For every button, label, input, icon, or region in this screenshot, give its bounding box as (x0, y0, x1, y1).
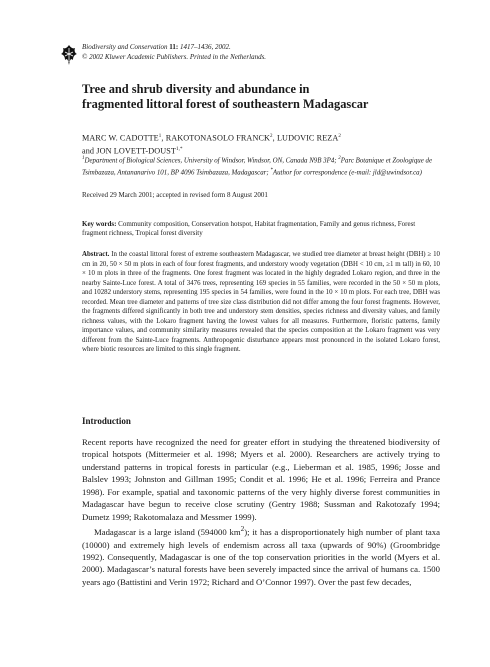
article-title (82, 82, 442, 112)
journal-citation (82, 42, 442, 52)
author-name: JON LOVETT-DOUST (96, 146, 177, 156)
affiliation-mark: 1 (82, 156, 85, 161)
paragraph-text: ); it has a disproportionately high number of plant taxa (10000) and extremely high levels of endemism across all taxa (upwards of 90%) (Groombridge 1992). Consequently, Madagascar is one of the top conservation priorities in the world (Myers et al. 2000). Madagascar’s natural forests have been severely impacted since the arrival of humans ca. 1500 years ago (Battistini and Verin 1972; Richard and O’Connor 1997). Over the past few decades, (82, 527, 440, 587)
title-line-1: Tree and shrub diversity and abundance in (82, 82, 310, 96)
affiliations (82, 154, 440, 177)
abstract-label: Abstract. (82, 251, 110, 258)
abstract (82, 250, 440, 355)
copyright-line: © 2002 Kluwer Academic Publishers. Printed in the Netherlands. (82, 53, 267, 61)
section-heading: Introduction (82, 416, 131, 426)
paragraph (82, 523, 440, 588)
author-affiliation-mark: 2 (270, 134, 273, 139)
affiliation-text: Parc Botanique et Zoologique de Tsimbazaza, Antananarivo 101, BP 4096 Tsimbazaza, Madagascar; (82, 157, 433, 176)
paragraph: Recent reports have recognized the need for greater effort in studying the threatened biodiversity of tropical hotspots (Mittermeier et al. 1998; Myers et al. 2000). Researchers are actively trying to understand patterns in tropical forests in particular (e.g., Lieberman et al. 1985, 1996; Josse and Balslev 1993; Johnston and Gillman 1995; Condit et al. 1996; He et al. 1996; Ferreira and Prance 1998). For example, spatial and taxonomic patterns of the very highly diverse forest communities in Madagascar have begun to receive close scrutiny (Gentry 1988; Sussman and Rakotozafy 1994; Dumetz 1999; Rakotomalaza and Messmer 1999). (82, 437, 440, 522)
received-dates: Received 29 March 2001; accepted in revised form 8 August 2001 (82, 191, 268, 199)
paragraph-text: Madagascar is a large island (594000 km (94, 527, 241, 538)
journal-pages: 1417–1436, 2002. (180, 43, 231, 51)
journal-name: Biodiversity and Conservation (82, 43, 168, 51)
author-affiliation-mark: 1,* (176, 146, 183, 152)
author-separator: , (161, 133, 166, 143)
journal-header (82, 42, 442, 62)
affiliation-text: Department of Biological Sciences, University of Windsor, Windsor, ON, Canada N9B 3P4; (84, 157, 339, 165)
title-line-2: fragmented littoral forest of southeastern Madagascar (82, 97, 369, 111)
author-affiliation-mark: 1 (158, 134, 162, 139)
author-list (82, 131, 442, 156)
author-name: MARC W. CADOTTE (82, 133, 159, 143)
abstract-text: In the coastal littoral forest of extreme southeastern Madagascar, we studied tree diameter at breast height (DBH) ≥ 10 cm in 20, 50 × 50 m plots in each of four forest fragments, and understory woody vegetation (DBH < 10 cm, ≥1 m tall) in 60, 10 × 10 m plots in three of the fragments. One forest fragment was located in the highly degraded Lokaro region, and three in the nearby Sainte-Luce forest. A total of 3476 trees, representing 169 species in 55 families, were recorded in the 50 × 50 m plots, and 10282 understory stems, representing 195 species in 54 families, were found in the 10 × 10 m plots. For each tree, DBH was recorded. Mean tree diameter and patterns of tree size class distribution did not differ among the four forest fragments. However, the fragments differed significantly in both tree and understory stem densities, species richness and diversity values, and family richness values, with the Lokaro fragment having the lowest values for all measures. Furthermore, floristic patterns, family importance values, and community similarity measures revealed that the species composition at the Lokaro fragment was very different from the Sainte-Luce fragments. Anthropogenic disturbance appears most pronounced in the isolated Lokaro forest, where biotic resources are limited to this single fragment. (82, 251, 440, 354)
journal-volume: 11: (169, 43, 179, 51)
keywords (82, 220, 440, 239)
affiliation-mark: 2 (338, 156, 341, 161)
author-name: LUDOVIC REZA (276, 133, 339, 143)
author-name: RAKOTONASOLO FRANCK (165, 133, 271, 143)
correspondence-text: Author for correspondence (e-mail: jld@uwindsor.ca) (272, 168, 422, 176)
author-affiliation-mark: 2 (338, 134, 342, 139)
affiliation-mark: * (270, 167, 273, 173)
keywords-label: Key words: (82, 220, 117, 228)
author-separator: , (272, 133, 277, 143)
introduction-body (82, 436, 440, 588)
superscript: 2 (240, 525, 245, 534)
keywords-text: Community composition, Conservation hotspot, Habitat fragmentation, Family and genus richness, Forest fragment richness, Tropical forest diversity (82, 220, 416, 238)
author-conjunction: and (82, 146, 97, 156)
publisher-logo-icon (60, 44, 78, 66)
